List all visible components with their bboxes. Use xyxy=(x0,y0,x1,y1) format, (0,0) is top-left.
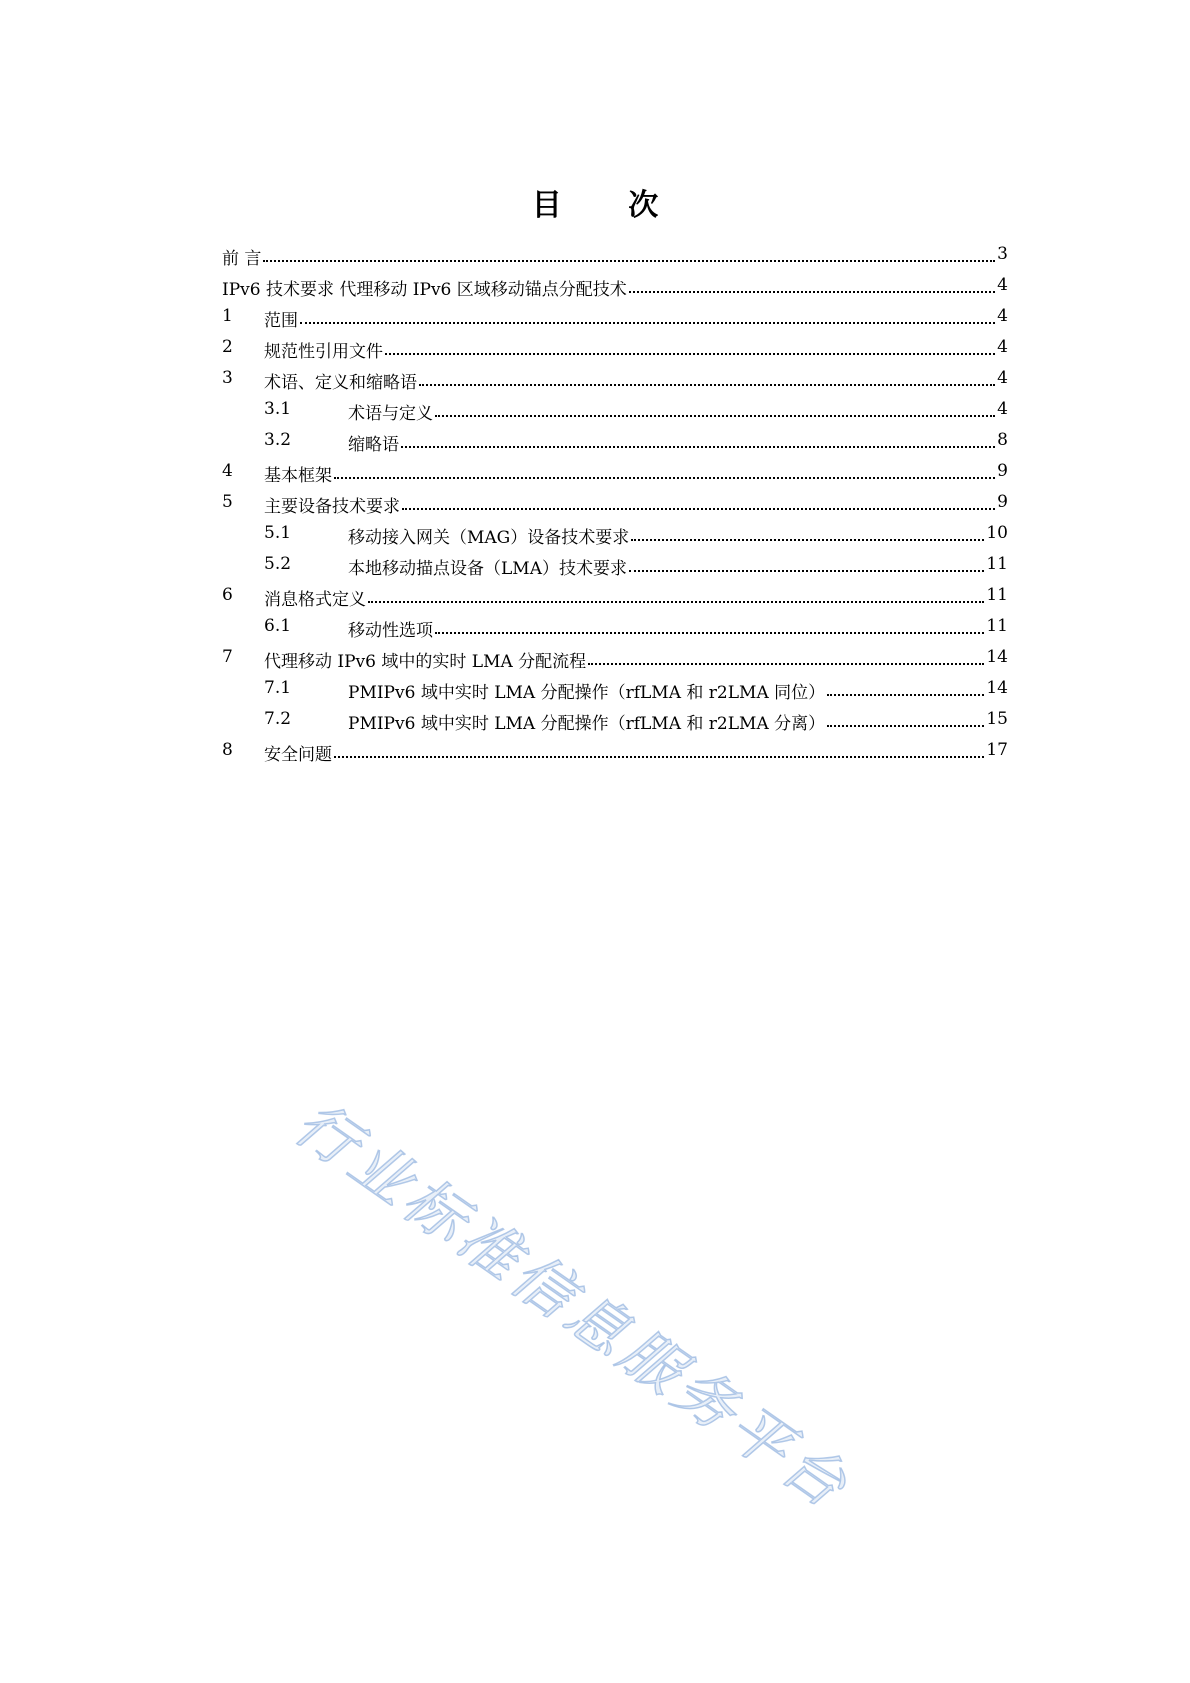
toc-entry-page-number: 14 xyxy=(986,647,1008,667)
watermark: 行业标准信息服务平台 xyxy=(282,1088,863,1525)
toc-entry-page-number: 8 xyxy=(997,430,1008,450)
toc-entry[interactable] xyxy=(222,518,1008,549)
toc-entry-page-number: 4 xyxy=(997,275,1008,295)
toc-entry-page-number: 11 xyxy=(986,616,1008,636)
page-title: 目 次 xyxy=(531,188,687,223)
toc-entry-number: 3.2 xyxy=(264,430,292,450)
toc-entry[interactable] xyxy=(222,673,1008,704)
toc-entry-title: 消息格式定义 xyxy=(264,590,366,610)
toc-dot-leader xyxy=(334,477,995,479)
toc-entry[interactable] xyxy=(222,704,1008,735)
toc-entry-title: 代理移动 IPv6 域中的实时 LMA 分配流程 xyxy=(264,652,587,672)
toc-dot-leader xyxy=(827,725,984,727)
toc-entry-title: 缩略语 xyxy=(348,435,399,455)
toc-dot-leader xyxy=(435,632,984,634)
toc-entry[interactable] xyxy=(222,642,1008,673)
toc-dot-leader xyxy=(631,539,984,541)
toc-entry-title: 前 言 xyxy=(222,249,262,269)
toc-entry[interactable] xyxy=(222,239,1008,270)
toc-entry-title: 范围 xyxy=(264,311,298,331)
toc-entry-page-number: 11 xyxy=(986,554,1008,574)
toc-dot-leader xyxy=(419,384,995,386)
toc-entry[interactable] xyxy=(222,301,1008,332)
toc-entry-page-number: 4 xyxy=(997,306,1008,326)
toc-entry[interactable] xyxy=(222,580,1008,611)
toc-dot-leader xyxy=(629,570,984,572)
toc-entry-number: 5.2 xyxy=(264,554,292,574)
toc-entry-number: 8 xyxy=(222,740,233,760)
toc-entry-title: IPv6 技术要求 代理移动 IPv6 区域移动锚点分配技术 xyxy=(222,280,627,300)
toc-entry-number: 6 xyxy=(222,585,233,605)
toc-dot-leader xyxy=(334,756,984,758)
toc-dot-leader xyxy=(435,415,995,417)
toc-entry-title: 移动接入网关（MAG）设备技术要求 xyxy=(348,528,630,548)
toc-entry-number: 7.1 xyxy=(264,678,292,698)
toc-entry-title: 规范性引用文件 xyxy=(264,342,383,362)
toc-entry-title: 基本框架 xyxy=(264,466,332,486)
toc-entry-page-number: 3 xyxy=(997,244,1008,264)
toc-entry-page-number: 9 xyxy=(997,492,1008,512)
toc-entry[interactable] xyxy=(222,456,1008,487)
toc-dot-leader xyxy=(827,694,984,696)
toc-entry-title: 本地移动描点设备（LMA）技术要求 xyxy=(348,559,627,579)
toc-dot-leader xyxy=(402,508,995,510)
toc-entry[interactable] xyxy=(222,363,1008,394)
toc-entry[interactable] xyxy=(222,332,1008,363)
toc-entry-title: 移动性选项 xyxy=(348,621,433,641)
toc-entry-number: 3 xyxy=(222,368,233,388)
toc-dot-leader xyxy=(588,663,984,665)
toc-entry-number: 7 xyxy=(222,647,233,667)
toc-entry[interactable] xyxy=(222,394,1008,425)
toc-entry-page-number: 15 xyxy=(986,709,1008,729)
toc-entry[interactable] xyxy=(222,270,1008,301)
toc-dot-leader xyxy=(629,291,995,293)
toc-entry[interactable] xyxy=(222,735,1008,766)
table-of-contents xyxy=(222,239,1008,766)
toc-entry-title: 主要设备技术要求 xyxy=(264,497,400,517)
toc-entry-number: 6.1 xyxy=(264,616,292,636)
toc-entry-number: 2 xyxy=(222,337,233,357)
toc-entry-title: 安全问题 xyxy=(264,745,332,765)
toc-entry-page-number: 11 xyxy=(986,585,1008,605)
toc-entry[interactable] xyxy=(222,487,1008,518)
toc-entry-number: 3.1 xyxy=(264,399,292,419)
toc-dot-leader xyxy=(368,601,984,603)
toc-entry-number: 4 xyxy=(222,461,233,481)
toc-entry-page-number: 14 xyxy=(986,678,1008,698)
toc-entry-title: PMIPv6 域中实时 LMA 分配操作（rfLMA 和 r2LMA 同位） xyxy=(348,683,826,703)
toc-entry-page-number: 4 xyxy=(997,368,1008,388)
toc-dot-leader xyxy=(385,353,995,355)
toc-entry-title: PMIPv6 域中实时 LMA 分配操作（rfLMA 和 r2LMA 分离） xyxy=(348,714,826,734)
toc-dot-leader xyxy=(263,260,995,262)
toc-entry[interactable] xyxy=(222,425,1008,456)
toc-entry-number: 7.2 xyxy=(264,709,292,729)
toc-entry-title: 术语、定义和缩略语 xyxy=(264,373,417,393)
toc-entry-page-number: 4 xyxy=(997,399,1008,419)
toc-entry-number: 5 xyxy=(222,492,233,512)
toc-entry-page-number: 9 xyxy=(997,461,1008,481)
toc-entry-page-number: 10 xyxy=(986,523,1008,543)
toc-entry-page-number: 4 xyxy=(997,337,1008,357)
toc-entry-title: 术语与定义 xyxy=(348,404,433,424)
toc-entry-number: 5.1 xyxy=(264,523,292,543)
toc-entry[interactable] xyxy=(222,549,1008,580)
toc-entry-page-number: 17 xyxy=(986,740,1008,760)
toc-entry-number: 1 xyxy=(222,306,233,326)
toc-dot-leader xyxy=(300,322,995,324)
toc-entry[interactable] xyxy=(222,611,1008,642)
toc-dot-leader xyxy=(401,446,995,448)
